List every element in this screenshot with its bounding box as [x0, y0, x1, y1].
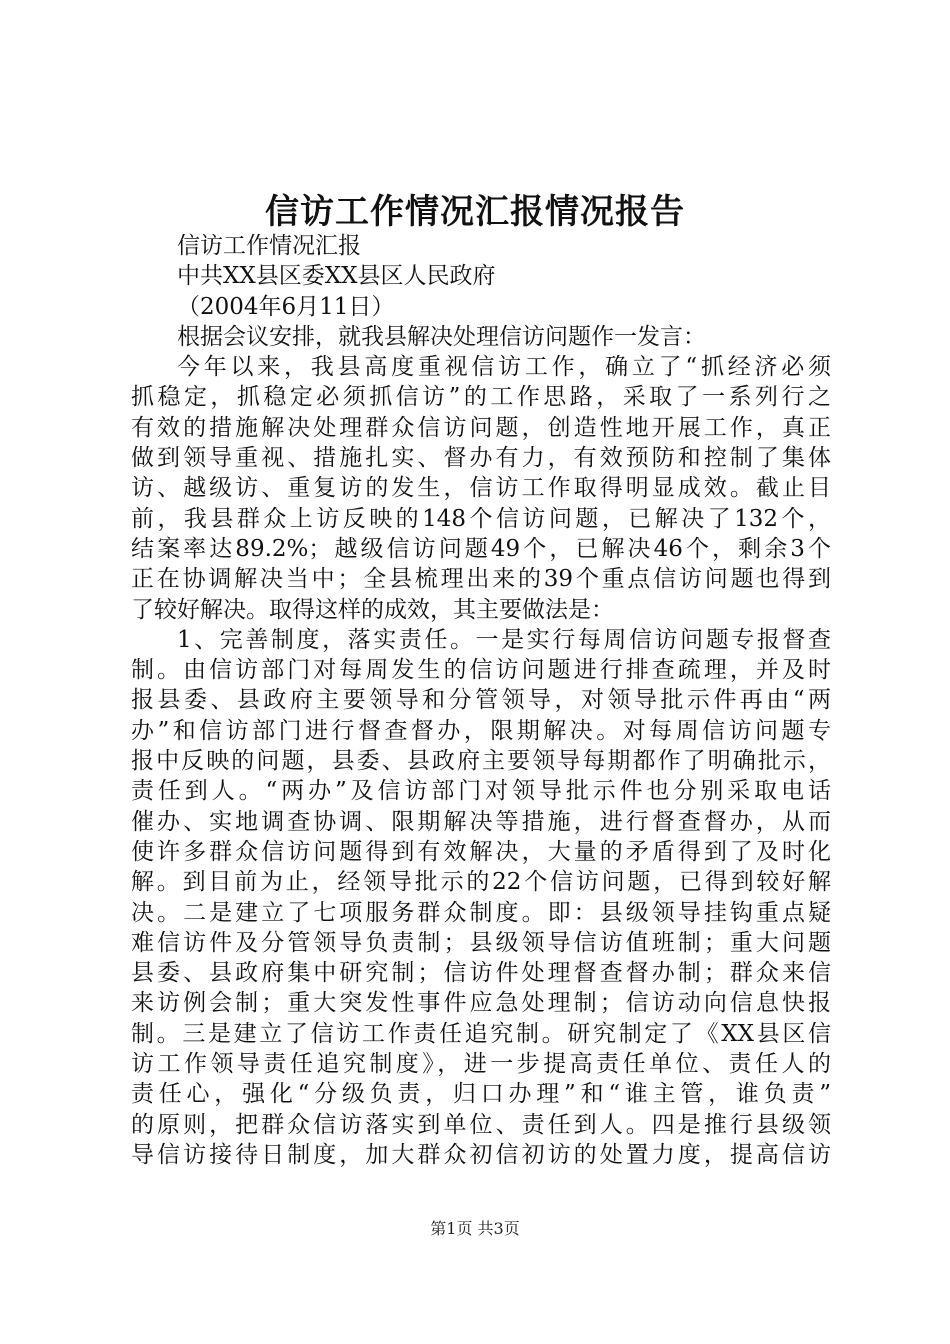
text-line: 催办、实地调查协调、限期解决等措施，进行督查督办，从而 — [131, 808, 831, 835]
text-line: 县委、县政府集中研究制；信访件处理督查督办制；群众来信 — [131, 960, 831, 987]
text-line: 了较好解决。取得这样的成效，其主要做法是： — [131, 596, 614, 623]
text-line: 访工作领导责任追究制度》，进一步提高责任单位、责任人的 — [131, 1051, 831, 1078]
text-line: 制。由信访部门对每周发生的信访问题进行排查疏理，并及时 — [131, 657, 831, 684]
text-line: 使许多群众信访问题得到有效解决，大量的矛盾得到了及时化 — [131, 838, 831, 865]
text-line: 制。三是建立了信访工作责任追究制。研究制定了《XX县区信 — [131, 1020, 831, 1047]
text-line: 中共XX县区委XX县区人民政府 — [177, 263, 496, 290]
text-line: 责任心，强化“分级负责，归口办理”和“谁主管，谁负责” — [131, 1081, 831, 1108]
text-line: 决。二是建立了七项服务群众制度。即：县级领导挂钩重点疑 — [131, 899, 831, 926]
text-line: 1、完善制度，落实责任。一是实行每周信访问题专报督查 — [177, 626, 831, 653]
page-footer: 第1页 共3页 — [430, 1219, 520, 1238]
text-line: 抓稳定，抓稳定必须抓信访”的工作思路，采取了一系列行之 — [131, 384, 831, 411]
text-line: 信访工作情况汇报 — [177, 233, 361, 259]
text-line: 结案率达89.2%；越级信访问题49个，已解决46个，剩余3个 — [131, 535, 831, 562]
text-line: 责任到人。“两办”及信访部门对领导批示件也分别采取电话 — [131, 778, 831, 805]
text-line: 前，我县群众上访反映的148个信访问题，已解决了132个， — [131, 505, 831, 532]
text-line: 难信访件及分管领导负责制；县级领导信访值班制；重大问题 — [131, 929, 831, 956]
text-line: 的原则，把群众信访落实到单位、责任到人。四是推行县级领 — [131, 1111, 831, 1138]
text-line: 做到领导重视、措施扎实、督办有力，有效预防和控制了集体 — [131, 445, 831, 472]
text-line: 报县委、县政府主要领导和分管领导，对领导批示件再由“两 — [131, 687, 831, 714]
text-line: 正在协调解决当中；全县梳理出来的39个重点信访问题也得到 — [131, 566, 831, 593]
text-line: 报中反映的问题，县委、县政府主要领导每期都作了明确批示， — [131, 748, 831, 775]
text-line: 有效的措施解决处理群众信访问题，创造性地开展工作，真正 — [131, 414, 831, 441]
text-line: 办”和信访部门进行督查督办，限期解决。对每周信访问题专 — [131, 717, 831, 744]
text-line: 根据会议安排，就我县解决处理信访问题作一发言： — [177, 323, 706, 350]
document-title: 信访工作情况汇报情况报告 — [265, 192, 685, 232]
text-line: （2004年6月11日） — [177, 293, 395, 320]
text-line: 解。到目前为止，经领导批示的22个信访问题，已得到较好解 — [131, 869, 831, 896]
text-line: 来访例会制；重大突发性事件应急处理制；信访动向信息快报 — [131, 990, 831, 1017]
text-line: 导信访接待日制度，加大群众初信初访的处置力度，提高信访 — [131, 1141, 831, 1168]
text-line: 今年以来，我县高度重视信访工作，确立了“抓经济必须 — [177, 354, 831, 381]
text-line: 访、越级访、重复访的发生，信访工作取得明显成效。截止目 — [131, 475, 831, 502]
document-body — [131, 231, 831, 1170]
